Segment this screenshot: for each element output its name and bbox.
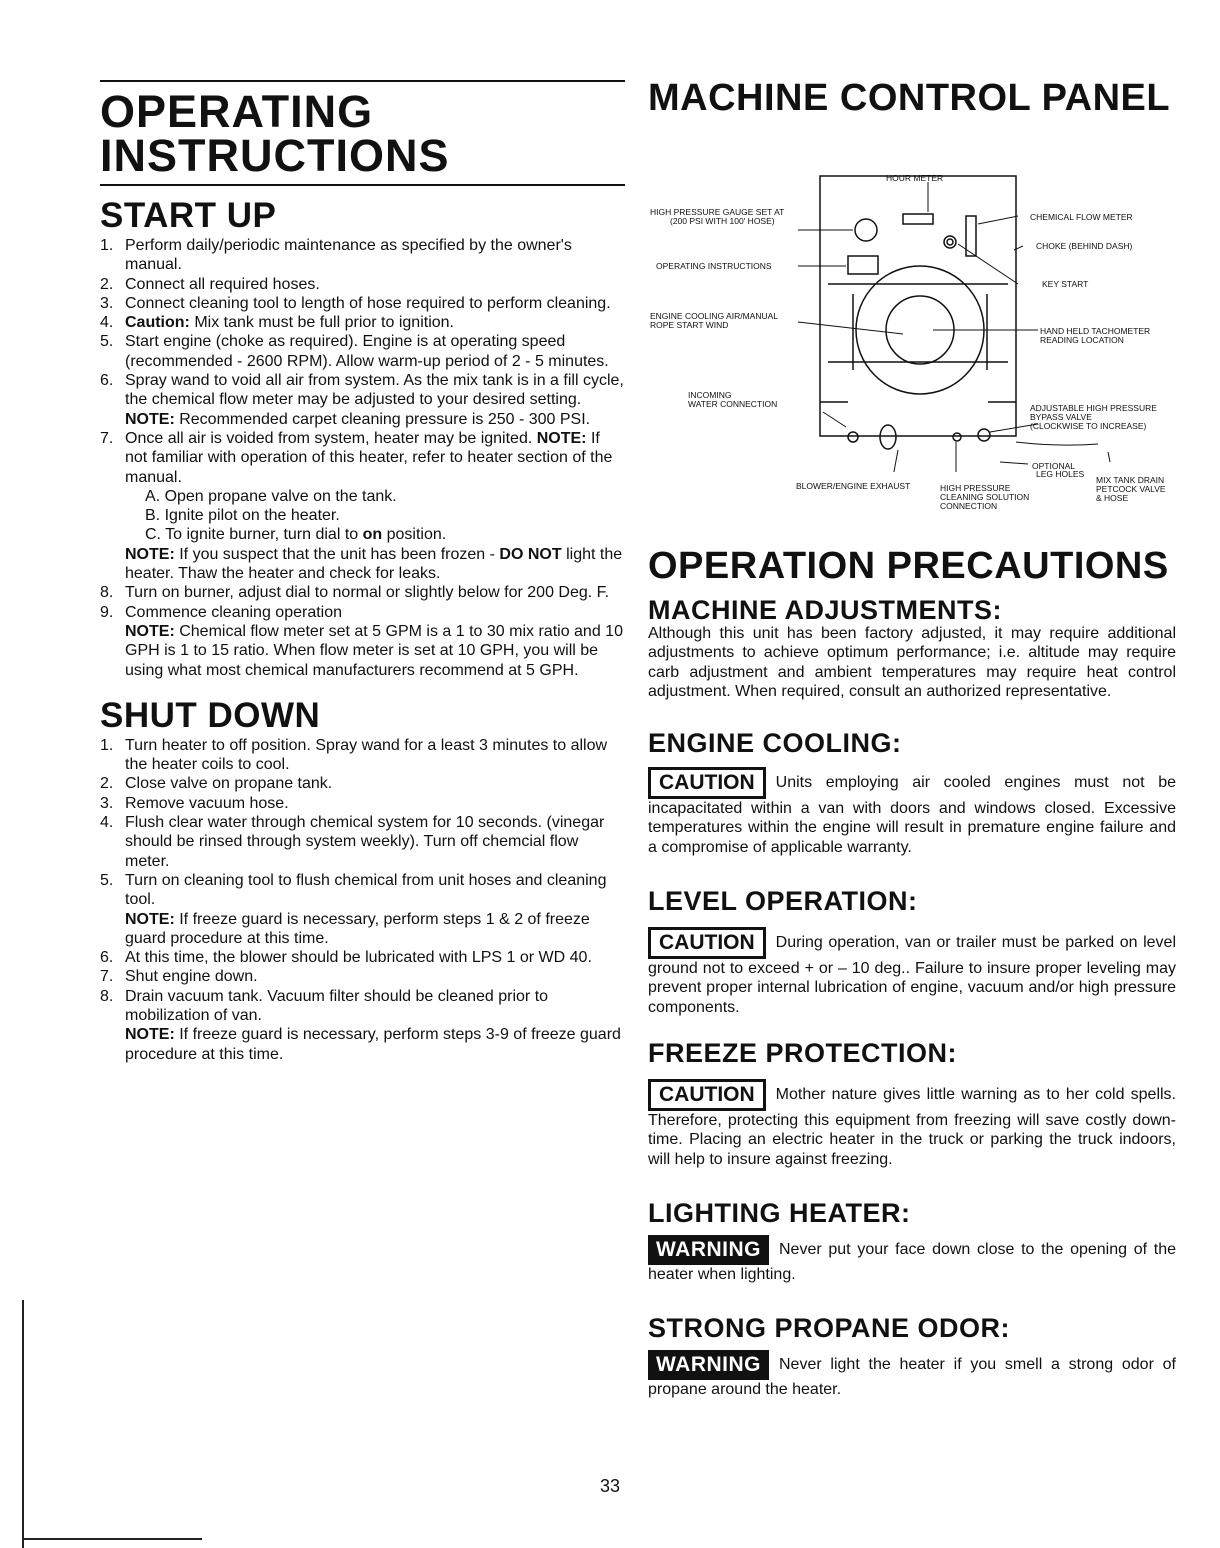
note-freeze-guard-1 <box>125 910 625 949</box>
propane-odor-text: Never light the heater if you smell a strong odor of propane around the heater. <box>648 1356 1176 1399</box>
lighting-heater-paragraph <box>648 1235 1176 1284</box>
list-item <box>100 275 625 294</box>
step-number: 2. <box>100 775 114 793</box>
label-key-start: KEY START <box>1042 279 1089 289</box>
list-item <box>100 774 625 793</box>
page-edge-bottom <box>22 1538 202 1540</box>
label-mixtank-1: MIX TANK DRAIN <box>1096 475 1165 485</box>
list-item <box>100 794 625 813</box>
list-item <box>100 429 625 583</box>
control-panel-diagram <box>648 132 1176 472</box>
label-hp-gauge-1: HIGH PRESSURE GAUGE SET AT <box>650 207 785 217</box>
step-text: Remove vacuum hose. <box>125 794 289 812</box>
label-chem-flow: CHEMICAL FLOW METER <box>1030 212 1133 222</box>
note-frozen <box>125 545 625 584</box>
step-text: Turn on burner, adjust dial to normal or slightly below for 200 Deg. F. <box>125 584 610 602</box>
list-item <box>100 967 625 986</box>
label-hour-meter: HOUR METER <box>886 173 944 183</box>
step-text: Drain vacuum tank. Vacuum filter should be cleaned prior to mobilization of van. <box>125 987 549 1024</box>
note-label: NOTE: <box>125 622 175 640</box>
sub-step-c-bold: on <box>362 526 383 544</box>
step-text: Mix tank must be full prior to ignition. <box>189 314 454 332</box>
label-optional-2: LEG HOLES <box>1036 469 1085 479</box>
propane-odor-paragraph <box>648 1350 1176 1399</box>
step-text: Turn heater to off position. Spray wand for a least 3 minutes to allow the heater coils to cool. <box>125 736 608 774</box>
step-text: Connect cleaning tool to length of hose required to perform cleaning. <box>125 294 611 312</box>
label-op-instructions: OPERATING INSTRUCTIONS <box>656 261 772 271</box>
title-top-rule <box>100 80 625 82</box>
sub-step-c <box>125 525 625 544</box>
step-number: 2. <box>100 275 114 293</box>
note-flow-meter <box>125 622 625 680</box>
note-text: If you suspect that the unit has been frozen - <box>174 545 500 563</box>
step-text: At this time, the blower should be lubricated with LPS 1 or WD 40. <box>125 949 592 967</box>
shutdown-list <box>100 736 625 1064</box>
title-line-2: INSTRUCTIONS <box>100 130 450 181</box>
note-text-end: light the heater. Thaw the heater and check for leaks. <box>125 545 623 583</box>
note-text: Chemical flow meter set at 5 GPM is a 1 to 30 mix ratio and 10 GPH is 1 to 15 ratio. When flow meter is set at 10 GPH, you will be using what most chemical manufacturers recommend at 5 GPH. <box>125 622 623 679</box>
step-number: 9. <box>100 603 114 621</box>
step-text: Spray wand to void all air from system. As the mix tank is in a fill cycle, the chemical flow meter may be adjusted to your desired setting. <box>125 372 624 409</box>
step-number: 3. <box>100 794 114 812</box>
step-text: Turn on cleaning tool to flush chemical from unit hoses and cleaning tool. <box>125 871 607 909</box>
title-bottom-rule <box>100 184 625 186</box>
step-number: 1. <box>100 736 114 754</box>
step-text: Commence cleaning operation <box>125 603 343 621</box>
sub-step-c-post: position. <box>382 526 447 544</box>
note-text: If not familiar with operation of this heater, refer to heater section of the manual. <box>125 429 613 486</box>
list-item <box>100 583 625 602</box>
label-tach-2: READING LOCATION <box>1040 335 1124 345</box>
step-text: Once all air is voided from system, heater may be ignited. <box>125 429 537 447</box>
step-text: Start engine (choke as required). Engine is at operating speed (recommended - 2600 RPM). Allow warm-up period of 2 - 5 minutes. <box>125 333 609 370</box>
engine-cooling-text: Units employing air cooled engines must not be incapacitated within a van with doors and windows closed. Excessive temperatures within the engine will result in premature engine failure and a compromise of applicable warranty. <box>648 774 1176 856</box>
label-incoming-2: WATER CONNECTION <box>688 399 778 409</box>
note-label: NOTE: <box>536 429 587 447</box>
label-choke: CHOKE (BEHIND DASH) <box>1036 241 1133 251</box>
list-item <box>100 603 625 680</box>
list-item <box>100 332 625 371</box>
caution-badge: CAUTION <box>648 767 766 799</box>
warning-badge: WARNING <box>648 1235 769 1265</box>
lighting-heater-heading: LIGHTING HEATER: <box>648 1197 911 1228</box>
panel-title: MACHINE CONTROL PANEL <box>648 77 1171 119</box>
step-number: 8. <box>100 987 114 1005</box>
label-incoming-1: INCOMING <box>688 390 732 400</box>
level-operation-heading: LEVEL OPERATION: <box>648 886 918 917</box>
startup-list <box>100 236 625 680</box>
diagram-bottom-labels <box>648 469 1176 516</box>
note-label: NOTE: <box>125 1026 175 1044</box>
label-mixtank-2: PETCOCK VALVE <box>1096 484 1166 494</box>
list-item <box>100 294 625 313</box>
caution-badge: CAUTION <box>648 1079 766 1111</box>
note-label: NOTE: <box>125 545 175 563</box>
page-edge-left <box>22 1300 24 1548</box>
freeze-protection-heading: FREEZE PROTECTION: <box>648 1037 958 1068</box>
do-not-label: DO NOT <box>499 545 562 563</box>
page-number: 33 <box>600 1476 621 1496</box>
page-title <box>100 86 625 181</box>
step-number: 5. <box>100 333 114 351</box>
startup-heading: START UP <box>100 196 277 235</box>
step-text: Connect all required hoses. <box>125 275 320 293</box>
note-text: If freeze guard is necessary, perform steps 1 & 2 of freeze guard procedure at this time. <box>125 910 590 947</box>
note-freeze-guard-2 <box>125 1025 625 1064</box>
right-column <box>648 78 1176 1399</box>
list-item <box>100 987 625 1064</box>
propane-odor-heading: STRONG PROPANE ODOR: <box>648 1313 1011 1344</box>
label-engine-cooling-1: ENGINE COOLING AIR/MANUAL <box>650 311 778 321</box>
level-operation-paragraph <box>648 927 1176 1017</box>
hour-meter-shape <box>903 214 933 224</box>
label-cleaning-1: CLEANING SOLUTION <box>940 492 1030 502</box>
step-number: 3. <box>100 294 114 312</box>
list-item <box>100 371 625 429</box>
step-number: 7. <box>100 429 114 447</box>
label-cleaning-2: CONNECTION <box>940 501 998 511</box>
note-text: Recommended carpet cleaning pressure is 250 - 300 PSI. <box>174 410 591 428</box>
machine-adjustments-text: Although this unit has been factory adjusted, it may require additional adjustments to achieve optimum performance; i.e. altitude may require carb adjustment and ambient temperatures may require heat control adjustment. When required, consult an authorized representative. <box>648 625 1176 700</box>
label-blower: BLOWER/ENGINE EXHAUST <box>796 481 911 491</box>
step-text: Perform daily/periodic maintenance as specified by the owner's manual. <box>125 237 572 274</box>
label-bypass-1: ADJUSTABLE HIGH PRESSURE <box>1030 403 1157 413</box>
step-number: 4. <box>100 814 114 832</box>
caution-label: Caution: <box>125 314 190 332</box>
label-hp-connection: HIGH PRESSURE <box>940 483 1011 493</box>
warning-badge: WARNING <box>648 1350 769 1380</box>
sub-step-c-pre: C. To ignite burner, turn dial to <box>145 526 363 544</box>
step-number: 5. <box>100 871 114 889</box>
label-tach-1: HAND HELD TACHOMETER <box>1040 326 1151 336</box>
list-item <box>100 236 625 275</box>
freeze-protection-paragraph <box>648 1079 1176 1169</box>
label-bypass-2: BYPASS VALVE <box>1030 412 1092 422</box>
label-hp-gauge-2: (200 PSI WITH 100' HOSE) <box>670 216 775 226</box>
precautions-title: OPERATION PRECAUTIONS <box>648 545 1169 587</box>
step-number: 7. <box>100 968 114 986</box>
label-mixtank-3: & HOSE <box>1096 493 1129 503</box>
list-item <box>100 871 625 948</box>
step-number: 6. <box>100 949 114 967</box>
list-item <box>100 813 625 871</box>
engine-cooling-paragraph <box>648 767 1176 857</box>
step-number: 4. <box>100 314 114 332</box>
sub-step-b: B. Ignite pilot on the heater. <box>145 507 340 525</box>
left-column <box>100 80 625 1064</box>
shutdown-heading: SHUT DOWN <box>100 695 321 735</box>
step-text: Close valve on propane tank. <box>125 775 333 793</box>
list-item <box>100 736 625 775</box>
engine-cooling-heading: ENGINE COOLING: <box>648 728 902 759</box>
note-text: If freeze guard is necessary, perform steps 3-9 of freeze guard procedure at this time. <box>125 1026 621 1063</box>
freeze-protection-text: Mother nature gives little warning as to her cold spells. Therefore, protecting this equipment from freezing will save costly down-time. Placing an electric heater in the truck or parking the truck indoors, will help to insure against freezing. <box>648 1085 1176 1168</box>
label-bypass-3: (CLOCKWISE TO INCREASE) <box>1030 421 1147 431</box>
step-text: Shut engine down. <box>125 968 258 986</box>
list-item <box>100 313 625 332</box>
note-label: NOTE: <box>125 410 175 428</box>
note-label: NOTE: <box>125 910 175 928</box>
step-number: 6. <box>100 372 114 390</box>
title-line-1: OPERATING <box>100 86 374 137</box>
label-engine-cooling-2: ROPE START WIND <box>650 320 729 330</box>
step-number: 8. <box>100 584 114 602</box>
label-optional-1: OPTIONAL <box>1032 461 1075 471</box>
lighting-heater-text: Never put your face down close to the opening of the heater when lighting. <box>648 1240 1176 1283</box>
level-operation-text: During operation, van or trailer must be parked on level ground not to exceed + or – 10 deg.. Failure to insure proper leveling may prevent proper internal lubrication of engine, vacuum and/or high pressure components. <box>648 934 1176 1016</box>
sub-step-a: A. Open propane valve on the tank. <box>145 487 397 505</box>
pressure-gauge-shape <box>855 219 877 241</box>
list-item <box>100 948 625 967</box>
step-number: 1. <box>100 237 114 254</box>
machine-adjustments-heading: MACHINE ADJUSTMENTS: <box>648 595 1002 625</box>
caution-badge: CAUTION <box>648 927 766 959</box>
step-text: Flush clear water through chemical system for 10 seconds. (vinegar should be rinsed through system weekly). Turn off chemcial flow meter. <box>125 814 605 870</box>
